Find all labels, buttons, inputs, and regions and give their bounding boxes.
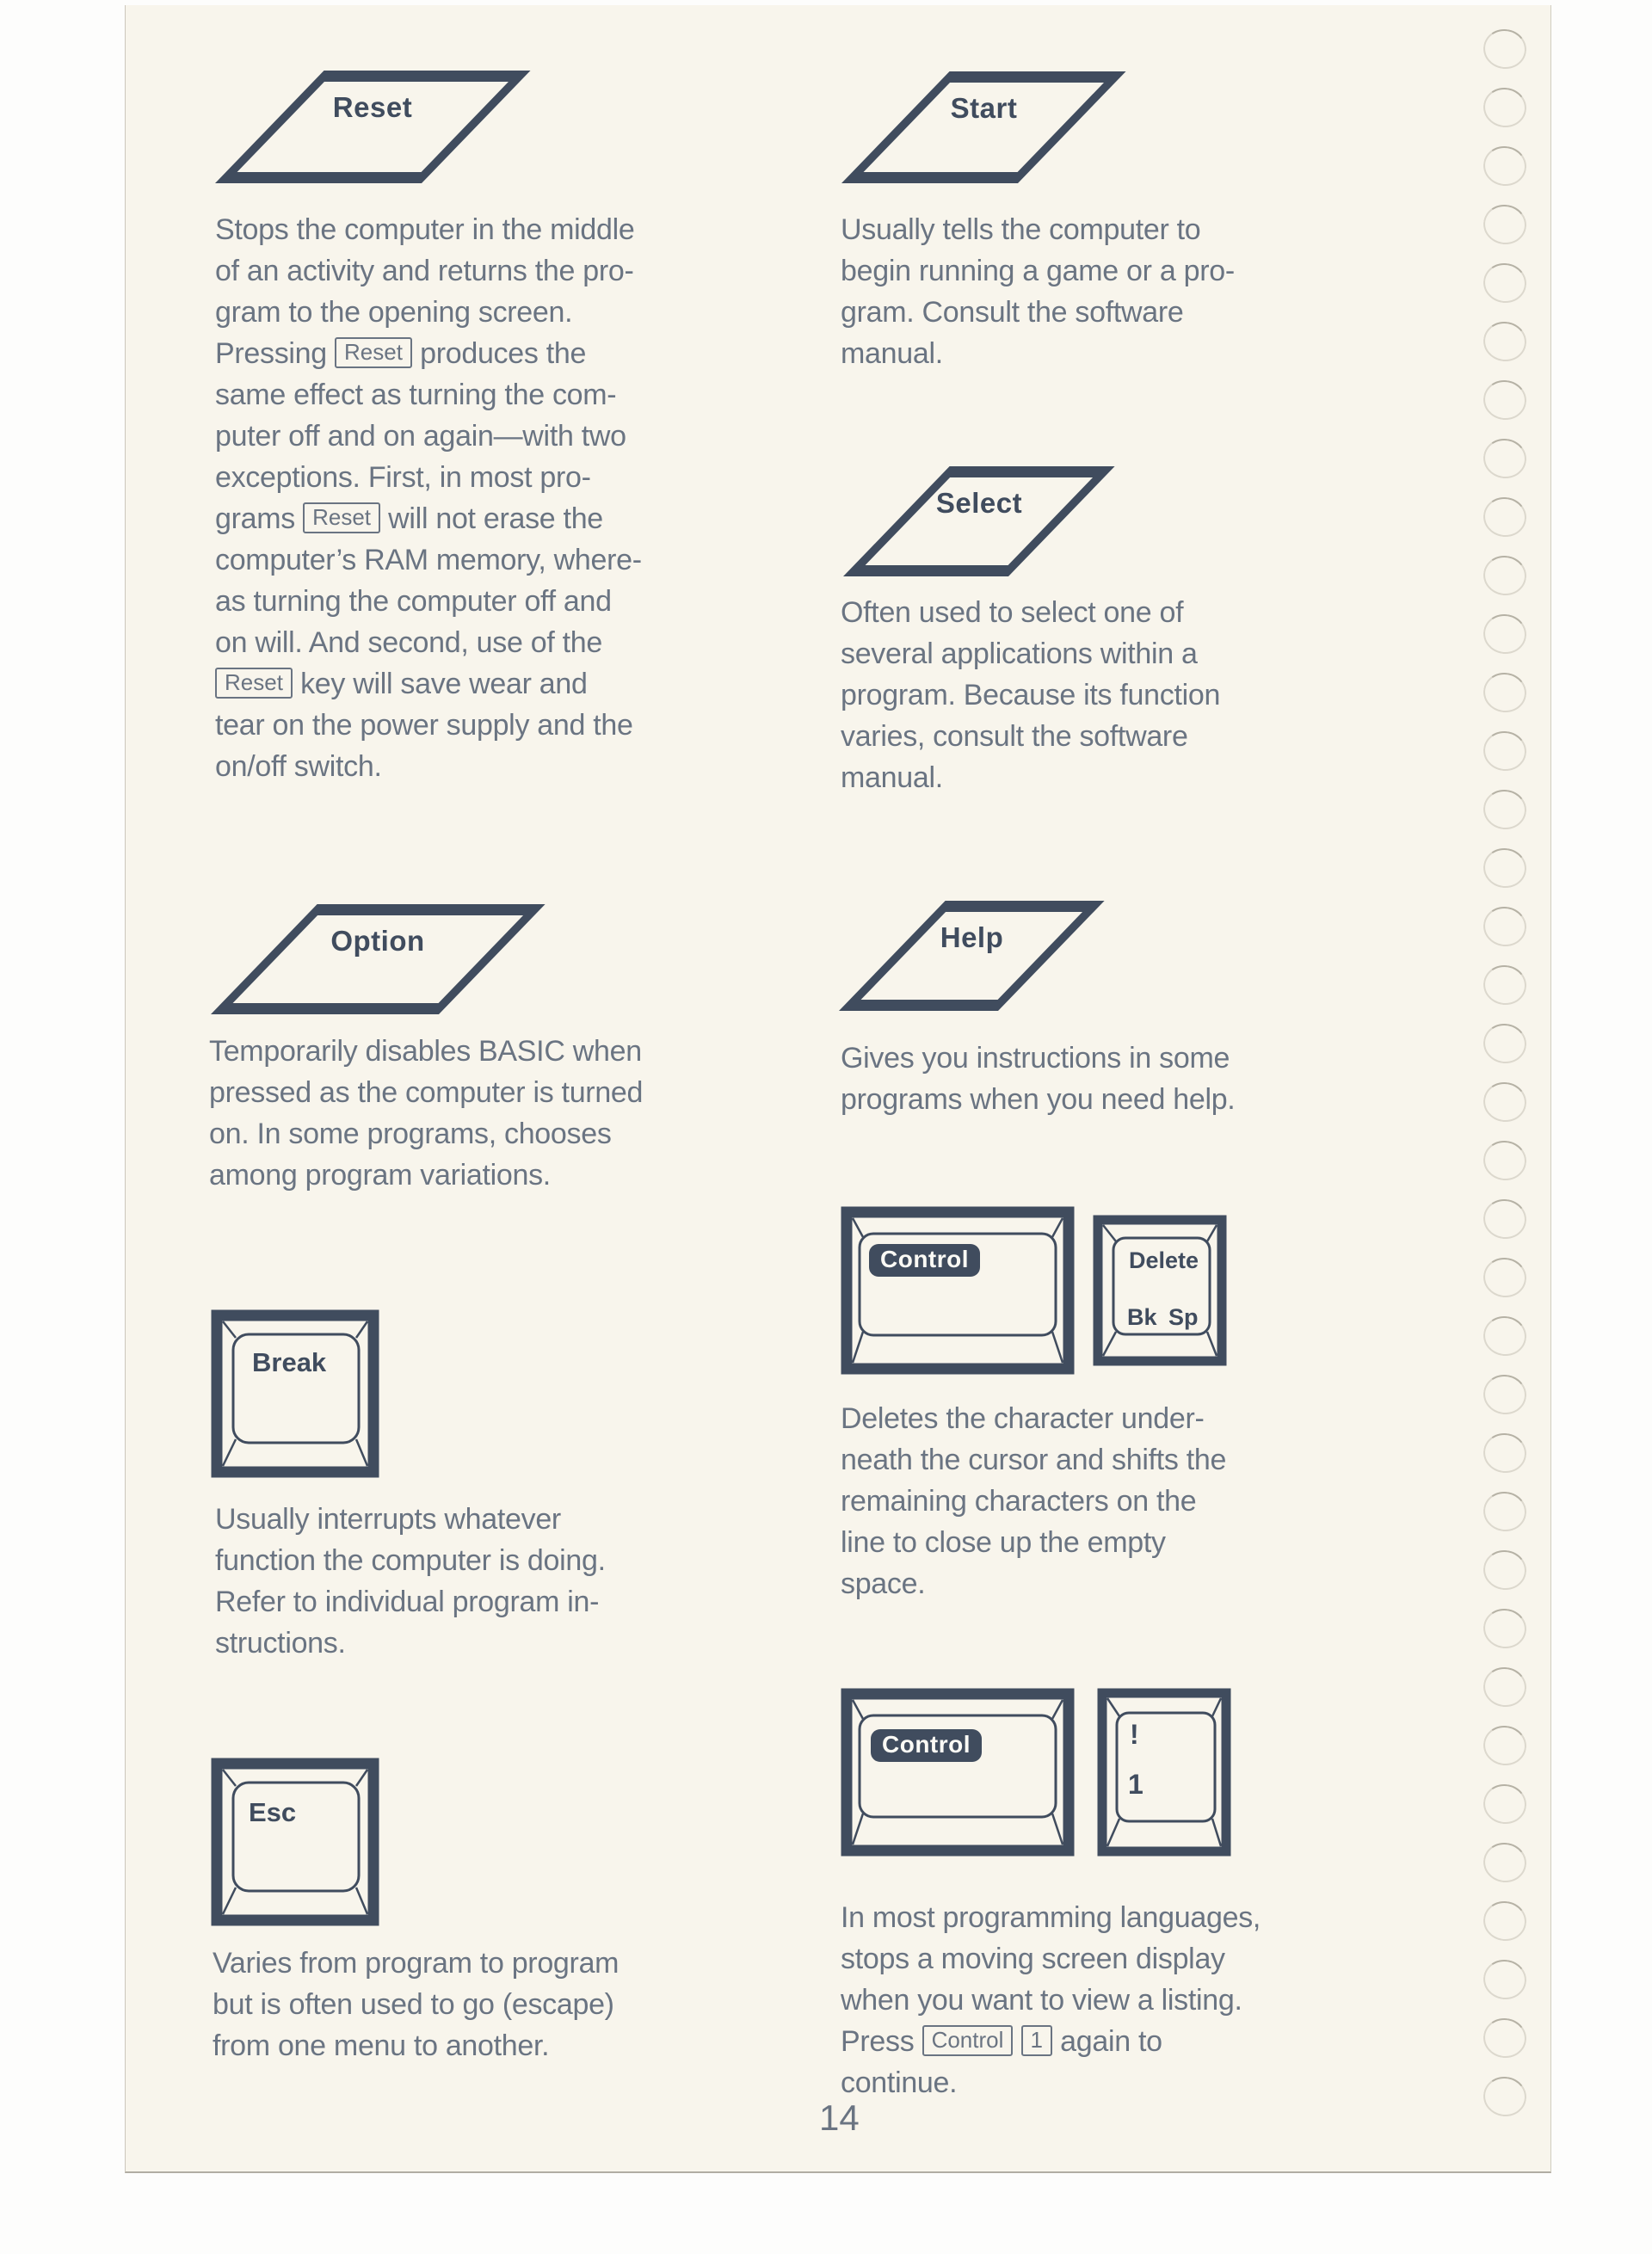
- text-line: on will. And second, use of the: [215, 626, 602, 659]
- text-line: Pressing Reset produces the: [215, 337, 587, 370]
- text-line: as turning the computer off and: [215, 585, 612, 618]
- control-keycap-icon: [841, 1206, 1075, 1375]
- select-key-label: Select: [935, 487, 1023, 519]
- text-line: on/off switch.: [215, 750, 382, 783]
- text-line: gram. Consult the software: [841, 296, 1184, 329]
- break-description: [215, 1499, 697, 1664]
- reset-description: [215, 209, 697, 787]
- parallelogram-key-icon: [843, 466, 1115, 576]
- text-line: manual.: [841, 337, 943, 370]
- text-line: programs when you need help.: [841, 1083, 1236, 1116]
- text-line: same effect as turning the com-: [215, 379, 617, 411]
- parallelogram-key-icon: [211, 904, 546, 1014]
- parallelogram-key-icon: [839, 901, 1105, 1011]
- keycap-frame: [841, 1688, 1075, 1857]
- text-line: Refer to individual program in-: [215, 1586, 600, 1618]
- text-line: continue.: [841, 2066, 958, 2099]
- text-line: tear on the power supply and the: [215, 709, 633, 742]
- text-line: computer’s RAM memory, where-: [215, 544, 642, 576]
- esc-description: [213, 1943, 694, 2066]
- text-line: Usually interrupts whatever: [215, 1503, 561, 1536]
- start-key-label: Start: [950, 92, 1018, 124]
- text-line: function the computer is doing.: [215, 1544, 606, 1577]
- exclamation-one-keycap-icon: [1097, 1688, 1231, 1857]
- text-line: Press Control 1 again to: [841, 2025, 1162, 2058]
- text-line: Stops the computer in the middle: [215, 213, 635, 246]
- inline-key: Reset: [303, 502, 380, 533]
- inline-key: Control: [922, 2025, 1014, 2056]
- control-key-label: Control: [869, 1244, 980, 1277]
- text-line: Gives you instructions in some: [841, 1042, 1230, 1075]
- backspace-key-label: Bk Sp: [1127, 1304, 1199, 1330]
- keycap-frame: [211, 1758, 379, 1926]
- delete-key-label: Delete: [1129, 1247, 1199, 1273]
- break-keycap-icon: [211, 1309, 379, 1478]
- text-line: exceptions. First, in most pro-: [215, 461, 591, 494]
- text-line: neath the cursor and shifts the: [841, 1444, 1227, 1476]
- break-key-label: Break: [252, 1347, 327, 1377]
- text-line: Usually tells the computer to: [841, 213, 1201, 246]
- page-number: 14: [819, 2097, 860, 2138]
- parallelogram-key-icon: [215, 71, 531, 183]
- control-keycap-icon: [841, 1688, 1075, 1857]
- section-heading-start: [841, 71, 1126, 183]
- text-line: Varies from program to program: [213, 1947, 620, 1980]
- text-line: several applications within a: [841, 637, 1198, 670]
- control-one-description: [841, 1897, 1340, 2103]
- delete-keycap-icon: [1093, 1215, 1227, 1366]
- text-line: program. Because its function: [841, 679, 1221, 711]
- text-line: space.: [841, 1567, 926, 1600]
- text-line: Temporarily disables BASIC when: [209, 1035, 642, 1068]
- keycap-frame: [1093, 1215, 1227, 1366]
- text-line: begin running a game or a pro-: [841, 255, 1235, 287]
- text-line: manual.: [841, 761, 943, 794]
- text-line: but is often used to go (escape): [213, 1988, 614, 2021]
- one-key-label: 1: [1128, 1769, 1143, 1800]
- text-line: structions.: [215, 1627, 346, 1660]
- text-line: of an activity and returns the pro-: [215, 255, 634, 287]
- text-line: gram to the opening screen.: [215, 296, 573, 329]
- section-heading-help: [839, 901, 1105, 1011]
- keycap-frame: [211, 1309, 379, 1478]
- text-line: among program variations.: [209, 1159, 551, 1192]
- select-description: [841, 592, 1322, 798]
- help-key-label: Help: [940, 921, 1004, 953]
- option-description: [209, 1031, 708, 1196]
- inline-key: Reset: [215, 668, 293, 699]
- keycap-frame: [1097, 1688, 1231, 1857]
- text-line: on. In some programs, chooses: [209, 1118, 612, 1150]
- esc-key-label: Esc: [249, 1797, 297, 1827]
- inline-key: 1: [1021, 2025, 1052, 2056]
- option-key-label: Option: [330, 925, 425, 957]
- help-description: [841, 1038, 1322, 1120]
- text-line: line to close up the empty: [841, 1526, 1166, 1559]
- inline-key: Reset: [335, 337, 412, 368]
- section-heading-option: [211, 904, 545, 1014]
- start-description: [841, 209, 1322, 374]
- text-line: stops a moving screen display: [841, 1943, 1225, 1975]
- text-line: pressed as the computer is turned: [209, 1076, 644, 1109]
- esc-keycap-icon: [211, 1758, 379, 1926]
- text-line: Deletes the character under-: [841, 1402, 1205, 1435]
- control-delete-description: [841, 1398, 1322, 1604]
- keycap-frame: [841, 1206, 1075, 1375]
- control-key-label: Control: [871, 1729, 982, 1762]
- section-heading-reset: [215, 71, 530, 183]
- text-line: puter off and on again—with two: [215, 420, 626, 453]
- section-heading-select: [843, 466, 1115, 576]
- text-line: In most programming languages,: [841, 1901, 1261, 1934]
- text-line: from one menu to another.: [213, 2029, 550, 2062]
- text-line: Often used to select one of: [841, 596, 1184, 629]
- exclamation-key-label: !: [1130, 1719, 1139, 1750]
- text-line: varies, consult the software: [841, 720, 1188, 753]
- reset-key-label: Reset: [332, 91, 413, 123]
- parallelogram-key-icon: [841, 71, 1126, 183]
- text-line: remaining characters on the: [841, 1485, 1197, 1518]
- text-line: Reset key will save wear and: [215, 663, 697, 705]
- text-line: grams Reset will not erase the: [215, 502, 603, 535]
- text-line: when you want to view a listing.: [841, 1984, 1242, 2017]
